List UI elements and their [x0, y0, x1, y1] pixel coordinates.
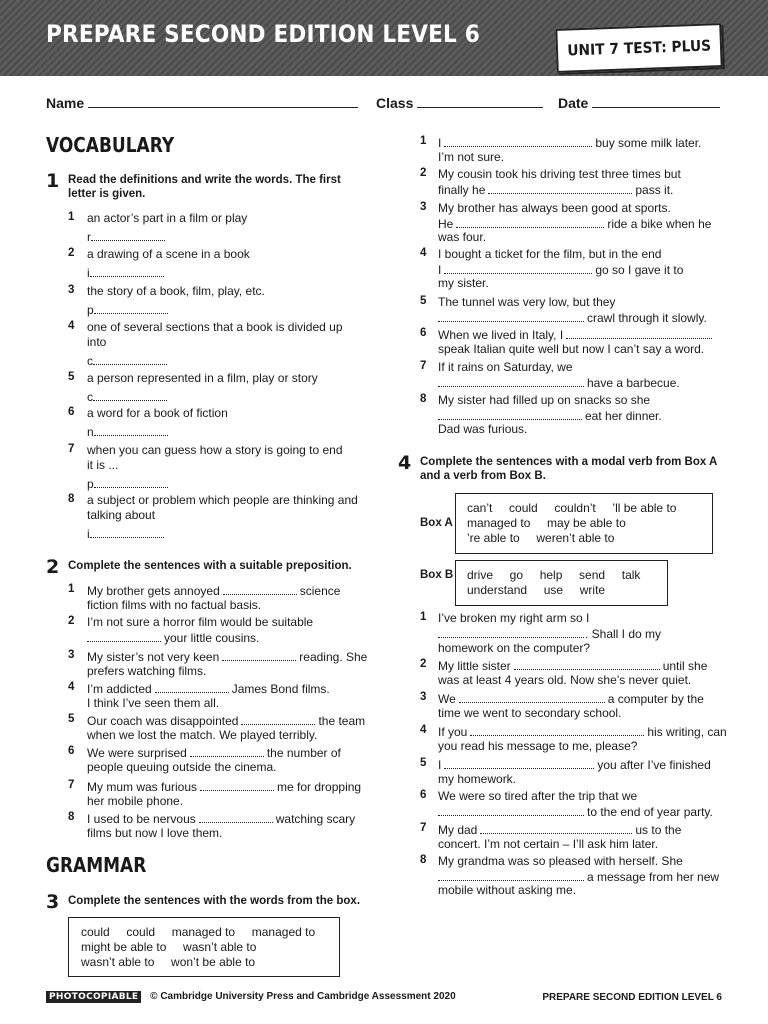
definition-text: when you can guess how a story is going to end: [87, 443, 343, 457]
answer-line: [87, 389, 167, 405]
sentence-text: Our coach was disappointed: [87, 714, 239, 728]
answer-blank[interactable]: [91, 229, 165, 241]
definition-line: [87, 443, 343, 458]
item-number: 4: [420, 247, 427, 259]
answer-blank[interactable]: [93, 353, 167, 365]
item-number: 1: [68, 211, 75, 223]
sentence-text: me for dropping: [277, 780, 362, 794]
item-number: 3: [68, 649, 75, 661]
instruction-line: Read the definitions and write the words. The first: [68, 174, 341, 186]
answer-blank[interactable]: [514, 658, 660, 670]
answer-blank[interactable]: [90, 265, 164, 277]
answer-blank[interactable]: [90, 526, 164, 538]
photocopiable-badge: PHOTOCOPIABLE: [46, 991, 141, 1003]
exercise-4-instruction: [420, 455, 717, 483]
item-number: 1: [420, 611, 427, 623]
item-number: 4: [68, 320, 75, 332]
sentence-text: We were surprised: [87, 746, 187, 760]
text: was at least 4 years old. Now she’s never quiet.: [438, 673, 692, 687]
exercise-1-instruction: [68, 173, 341, 201]
answer-blank[interactable]: [199, 811, 273, 823]
definition-text: talking about: [87, 507, 156, 522]
item-line: [438, 135, 701, 151]
text: to the end of year party.: [587, 805, 713, 819]
text: eat her dinner.: [585, 408, 662, 423]
definition-text: an actor’s part in a film or play: [87, 211, 248, 225]
item-number: 7: [68, 779, 75, 791]
text: I’ve broken my right arm so I: [438, 611, 590, 625]
answer-blank[interactable]: [438, 375, 584, 387]
answer-blank[interactable]: [444, 757, 594, 769]
item-number: 6: [68, 406, 75, 418]
text: My brother has always been good at sports.: [438, 201, 671, 215]
answer-line: [87, 476, 168, 492]
item-line: [438, 393, 650, 408]
class-field[interactable]: [376, 95, 543, 111]
definition-text: a word for a book of fiction: [87, 406, 228, 420]
item-number: 8: [420, 854, 427, 866]
definition-line: [87, 406, 228, 421]
sentence-text: I think I’ve seen them all.: [87, 696, 220, 710]
item-number: 7: [68, 443, 75, 455]
text: I’m not sure.: [438, 150, 505, 164]
sentence-line: [87, 598, 261, 613]
item-line: [438, 342, 704, 357]
item-number: 5: [68, 371, 75, 383]
item-line: [438, 724, 727, 740]
item-line: [438, 691, 704, 707]
exercise-1-number: 1: [46, 170, 60, 192]
answer-blank[interactable]: [200, 779, 274, 791]
text: speak Italian quite well but now I can’t say a word.: [438, 342, 705, 356]
answer-blank[interactable]: [438, 310, 584, 322]
footer-level: PREPARE SECOND EDITION LEVEL 6: [542, 992, 722, 1003]
sentence-line: [87, 664, 206, 679]
sentence-line: [87, 649, 367, 665]
item-line: [438, 739, 637, 754]
item-number: 1: [68, 583, 75, 595]
definition-text: it is ...: [87, 457, 119, 472]
exercise-2-instruction: Complete the sentences with a suitable preposition.: [68, 560, 352, 572]
item-line: [438, 201, 671, 216]
first-letter: n: [87, 425, 94, 439]
box-b-label: Box B: [420, 569, 454, 581]
item-line: [438, 360, 573, 375]
header-title: PREPARE SECOND EDITION LEVEL 6: [46, 20, 480, 48]
item-line: [438, 706, 621, 721]
definition-line: [87, 508, 155, 523]
instruction-line: and a verb from Box B.: [420, 470, 546, 482]
sentence-line: [87, 696, 219, 711]
definition-line: [87, 284, 265, 299]
vocabulary-heading: VOCABULARY: [46, 133, 175, 157]
sentence-text: people queuing outside the cinema.: [87, 760, 277, 774]
item-line: [438, 295, 615, 310]
text: If it rains on Saturday, we: [438, 360, 573, 374]
sentence-line: [87, 779, 361, 795]
sentence-text: My brother gets annoyed: [87, 584, 220, 598]
text: a computer by the: [607, 692, 704, 706]
text: My cousin took his driving test three times but: [438, 167, 681, 181]
sentence-text: My sister’s not very keen: [87, 650, 220, 664]
box-a-label: Box A: [420, 517, 453, 529]
text: us to the: [635, 823, 682, 837]
name-line[interactable]: [88, 95, 358, 108]
text: his writing, can: [647, 725, 727, 739]
item-line: [438, 216, 711, 232]
item-number: 6: [420, 789, 427, 801]
definition-text: a person represented in a film, play or story: [87, 371, 318, 385]
text: homework on the computer?: [438, 641, 591, 655]
text: was four.: [438, 230, 487, 244]
answer-blank[interactable]: [444, 262, 592, 274]
sentence-line: [87, 728, 317, 743]
item-line: [438, 837, 658, 852]
text: finally he: [438, 183, 486, 197]
header-banner: [0, 0, 768, 76]
box-b: [455, 560, 668, 606]
sentence-text: films but now I love them.: [87, 826, 223, 840]
item-line: [438, 150, 504, 165]
word-box-ex3: [68, 917, 340, 977]
sentence-text: your little cousins.: [164, 631, 260, 645]
definition-line: [87, 320, 343, 335]
item-number: 5: [420, 757, 427, 769]
class-line[interactable]: [417, 95, 543, 108]
item-number: 4: [420, 724, 427, 736]
definition-text: one of several sections that a book is divided up: [87, 320, 343, 334]
text: My grandma was so pleased with herself. She: [438, 854, 683, 868]
box-line: might be able to wasn’t able to: [81, 940, 257, 954]
text: My sister had filled up on snacks so she: [438, 393, 651, 407]
text: a message from her new: [587, 870, 720, 884]
item-line: [438, 408, 662, 424]
item-number: 8: [68, 811, 75, 823]
answer-line: [87, 526, 164, 542]
exercise-4-number: 4: [398, 452, 412, 474]
item-number: 7: [420, 822, 427, 834]
text: until she: [662, 659, 708, 673]
definition-text: a subject or problem which people are thinking and: [87, 493, 358, 507]
answer-blank[interactable]: [438, 869, 584, 881]
answer-line: [87, 302, 168, 318]
unit-test-label: UNIT 7 TEST: PLUS: [566, 36, 712, 60]
class-label: Class: [376, 95, 414, 111]
answer-blank[interactable]: [190, 745, 264, 757]
definition-line: [87, 247, 250, 262]
answer-blank[interactable]: [94, 424, 168, 436]
first-letter: p: [87, 303, 94, 317]
definition-line: [87, 458, 118, 473]
definition-line: [87, 335, 106, 350]
text: The tunnel was very low, but they: [438, 295, 616, 309]
item-line: [438, 611, 589, 626]
answer-blank[interactable]: [438, 626, 584, 638]
first-letter: p: [87, 477, 94, 491]
item-line: [438, 262, 683, 278]
first-letter: c: [87, 390, 93, 404]
sentence-text: reading. She: [299, 650, 368, 664]
sentence-line: [87, 630, 259, 646]
item-line: [438, 854, 683, 869]
text: go so I gave it to: [595, 262, 684, 277]
text: my homework.: [438, 772, 517, 786]
grammar-heading: GRAMMAR: [46, 853, 147, 877]
text: Dad was furious.: [438, 422, 528, 436]
box-line: can’t could couldn’t ’ll be able to: [467, 501, 677, 515]
definition-text: the story of a book, film, play, etc.: [87, 284, 265, 298]
sentence-text: I’m not sure a horror film would be suitable: [87, 615, 314, 629]
item-line: [438, 883, 576, 898]
item-number: 3: [420, 201, 427, 213]
item-line: [438, 822, 681, 838]
item-number: 2: [68, 247, 75, 259]
sentence-line: [87, 583, 340, 599]
answer-blank[interactable]: [470, 724, 644, 736]
sentence-line: [87, 826, 222, 841]
text: buy some milk later.: [595, 136, 702, 150]
sentence-text: her mobile phone.: [87, 794, 184, 808]
answer-blank[interactable]: [222, 649, 296, 661]
text: time we went to secondary school.: [438, 706, 622, 720]
text: my sister.: [438, 276, 489, 290]
first-letter: i: [87, 527, 90, 541]
text: you after I’ve finished: [597, 758, 711, 772]
item-line: [438, 658, 707, 674]
item-line: [438, 772, 516, 787]
item-number: 2: [420, 167, 427, 179]
text: He: [438, 216, 454, 231]
text: crawl through it slowly.: [587, 311, 707, 325]
item-number: 5: [68, 713, 75, 725]
text: I: [438, 262, 442, 277]
first-letter: r: [87, 230, 91, 244]
item-line: [438, 673, 691, 688]
item-line: [438, 182, 673, 198]
sentence-line: [87, 745, 341, 761]
answer-blank[interactable]: [87, 630, 161, 642]
answer-blank[interactable]: [444, 135, 592, 147]
text: you read his message to me, please?: [438, 739, 638, 753]
sentence-text: James Bond films.: [231, 682, 330, 696]
date-line[interactable]: [592, 95, 720, 108]
name-field[interactable]: [46, 95, 358, 111]
sentence-text: when we lost the match. We played terribly.: [87, 728, 318, 742]
text: pass it.: [635, 183, 674, 197]
sentence-text: My mum was furious: [87, 780, 198, 794]
box-line: understand use write: [467, 583, 606, 597]
answer-blank[interactable]: [155, 681, 229, 693]
text: We were so tired after the trip that we: [438, 789, 638, 803]
text: . Shall I do my: [585, 627, 662, 641]
name-label: Name: [46, 95, 85, 111]
definition-text: a drawing of a scene in a book: [87, 247, 250, 261]
item-number: 8: [68, 493, 75, 505]
answer-blank[interactable]: [456, 216, 604, 228]
answer-blank[interactable]: [459, 691, 605, 703]
item-number: 8: [420, 393, 427, 405]
first-letter: i: [87, 266, 90, 280]
text: My little sister: [438, 659, 511, 673]
answer-blank[interactable]: [480, 822, 632, 834]
sentence-text: fiction films with no factual basis.: [87, 598, 262, 612]
definition-text: into: [87, 334, 107, 349]
item-line: [438, 230, 486, 245]
definition-line: [87, 211, 247, 226]
text: I bought a ticket for the film, but in the end: [438, 247, 662, 261]
box-line: could could managed to managed to: [81, 925, 316, 939]
answer-blank[interactable]: [488, 182, 632, 194]
item-line: [438, 789, 637, 804]
item-line: [438, 757, 711, 773]
date-label: Date: [558, 95, 589, 111]
text: I: [438, 758, 442, 772]
item-line: [438, 375, 680, 391]
item-number: 4: [68, 681, 75, 693]
answer-blank[interactable]: [566, 327, 712, 339]
box-line: wasn’t able to won’t be able to: [81, 955, 256, 969]
item-number: 6: [68, 745, 75, 757]
sentence-line: [87, 615, 313, 630]
text: have a barbecue.: [587, 376, 680, 390]
item-number: 2: [420, 658, 427, 670]
sentence-text: I’m addicted: [87, 682, 152, 696]
item-number: 6: [420, 327, 427, 339]
sentence-text: prefers watching films.: [87, 664, 207, 678]
answer-blank[interactable]: [94, 476, 168, 488]
first-letter: c: [87, 354, 93, 368]
item-line: [438, 310, 707, 326]
answer-blank[interactable]: [93, 389, 167, 401]
item-number: 7: [420, 360, 427, 372]
item-number: 3: [68, 284, 75, 296]
sentence-text: I used to be nervous: [87, 812, 196, 826]
sentence-line: [87, 681, 330, 697]
sentence-line: [87, 713, 365, 729]
sentence-text: the number of: [266, 746, 341, 760]
text: I: [438, 136, 442, 150]
definition-line: [87, 371, 318, 386]
item-line: [438, 247, 661, 262]
text: mobile without asking me.: [438, 883, 577, 897]
item-number: 5: [420, 295, 427, 307]
exercise-2-number: 2: [46, 556, 60, 578]
box-line: ’re able to weren’t able to: [467, 531, 615, 545]
definition-line: [87, 493, 358, 508]
answer-blank[interactable]: [241, 713, 315, 725]
sentence-text: watching scary: [275, 812, 356, 826]
item-line: [438, 167, 681, 182]
text: If you: [438, 725, 468, 739]
sentence-text: science: [299, 584, 341, 598]
text: ride a bike when he: [607, 216, 712, 231]
text: My dad: [438, 823, 478, 837]
answer-line: [87, 424, 168, 440]
unit-test-badge: [555, 23, 722, 73]
answer-line: [87, 229, 165, 245]
item-line: [438, 804, 713, 820]
instruction-line: Complete the sentences with a modal verb from Box A: [420, 456, 718, 468]
item-line: [438, 422, 527, 437]
item-line: [438, 641, 590, 656]
answer-line: [87, 265, 164, 281]
item-number: 3: [420, 691, 427, 703]
item-number: 1: [420, 135, 427, 147]
sentence-text: the team: [318, 714, 366, 728]
copyright-text: © Cambridge University Press and Cambridge Assessment 2020: [150, 991, 456, 1002]
answer-blank[interactable]: [438, 408, 582, 420]
item-number: 2: [68, 615, 75, 627]
answer-blank[interactable]: [223, 583, 297, 595]
box-a: [455, 493, 713, 554]
answer-line: [87, 353, 167, 369]
exercise-3-instruction: Complete the sentences with the words from the box.: [68, 895, 361, 907]
sentence-line: [87, 794, 183, 809]
box-line: managed to may be able to: [467, 516, 626, 530]
footer: [46, 991, 722, 1003]
text: concert. I’m not certain – I’ll ask him later.: [438, 837, 659, 851]
text: When we lived in Italy, I: [438, 328, 564, 342]
exercise-3-number: 3: [46, 891, 60, 913]
answer-blank[interactable]: [94, 302, 168, 314]
sentence-line: [87, 760, 276, 775]
box-line: drive go help send talk: [467, 568, 641, 582]
instruction-line: letter is given.: [68, 188, 146, 200]
answer-blank[interactable]: [438, 804, 584, 816]
sentence-line: [87, 811, 355, 827]
item-line: [438, 327, 715, 343]
date-field[interactable]: [558, 95, 720, 111]
item-line: [438, 276, 489, 291]
text: We: [438, 692, 456, 706]
item-line: [438, 626, 661, 642]
